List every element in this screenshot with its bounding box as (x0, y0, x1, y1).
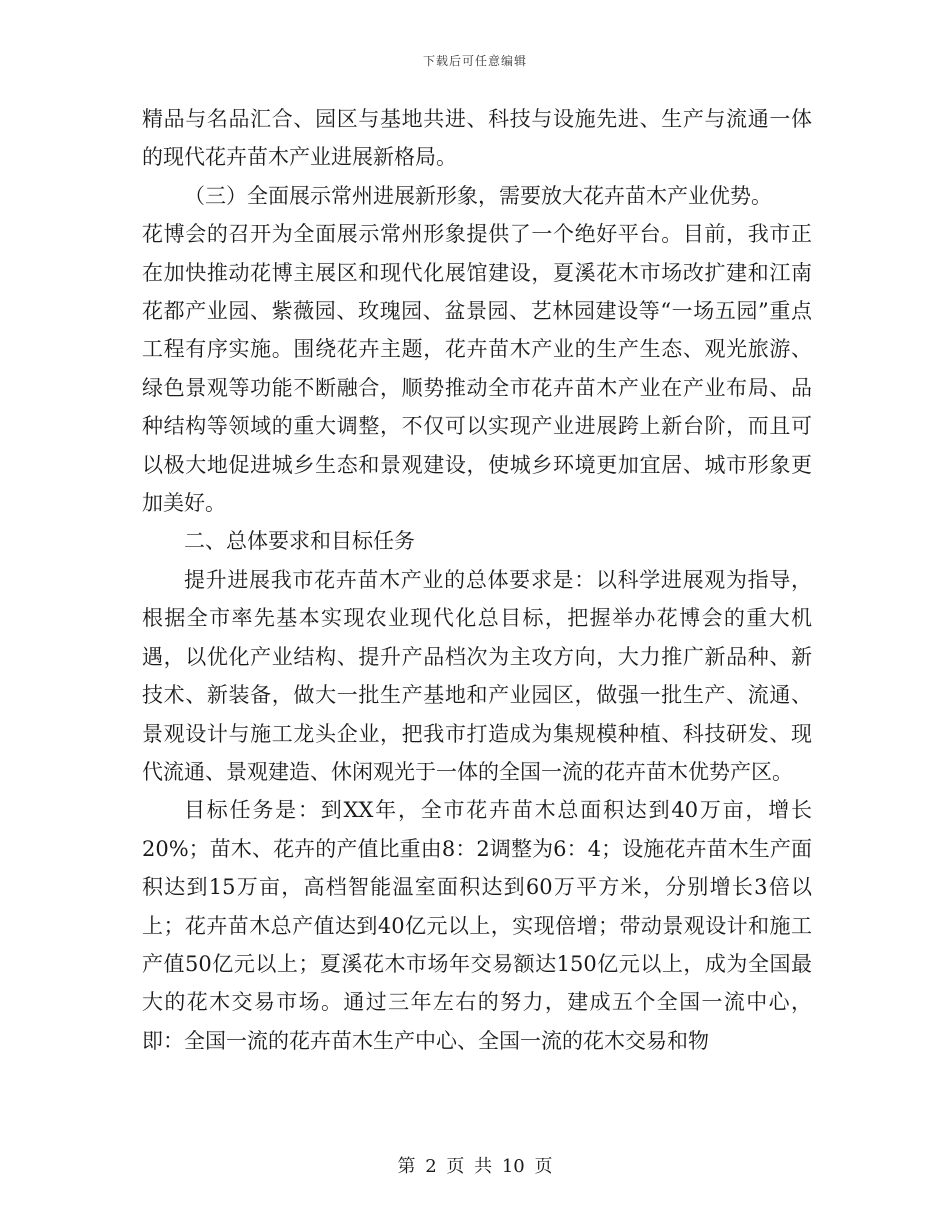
paragraph-1: 精品与名品汇合、园区与基地共进、科技与设施先进、生产与流通一体的现代花卉苗木产业进展新格局。 (142, 107, 812, 170)
paragraph-2: （三）全面展示常州进展新形象，需要放大花卉苗木产业优势。 (184, 183, 772, 208)
document-body (142, 100, 812, 1060)
page-footer: 第 2 页 共 10 页 (397, 1156, 553, 1177)
paragraph-5: 目标任务是：到XX年，全市花卉苗木总面积达到40万亩，增长20%；苗木、花卉的产值比重由8：2调整为6：4；设施花卉苗木生产面积达到15万亩，高档智能温室面积达到60万平方米，分别增长3倍以上；花卉苗木总产值达到40亿元以上，实现倍增；带动景观设计和施工产值50亿元以上；夏溪花木市场年交易额达150亿元以上，成为全国最大的花木交易市场。通过三年左右的努力，建成五个全国一流中心，即：全国一流的花卉苗木生产中心、全国一流的花木交易和物 (142, 798, 812, 1053)
paragraph-3: 花博会的召开为全面展示常州形象提供了一个绝好平台。目前，我市正在加快推动花博主展区和现代化展馆建设，夏溪花木市场改扩建和江南花都产业园、紫薇园、玫瑰园、盆景园、艺林园建设等“一场五园”重点工程有序实施。围绕花卉主题，花卉苗木产业的生产生态、观光旅游、绿色景观等功能不断融合，顺势推动全市花卉苗木产业在产业布局、品种结构等领域的重大调整，不仅可以实现产业进展跨上新台阶，而且可以极大地促进城乡生态和景观建设，使城乡环境更加宜居、城市形象更加美好。 (142, 222, 812, 516)
section-heading: 二、总体要求和目标任务 (184, 529, 415, 554)
paragraph-4: 提升进展我市花卉苗木产业的总体要求是：以科学进展观为指导，根据全市率先基本实现农业现代化总目标，把握举办花博会的重大机遇，以优化产业结构、提升产品档次为主攻方向，大力推广新品种、新技术、新装备，做大一批生产基地和产业园区，做强一批生产、流通、景观设计与施工龙头企业，把我市打造成为集规模种植、科技研发、现代流通、景观建造、休闲观光于一体的全国一流的花卉苗木优势产区。 (142, 567, 812, 784)
page-header: 下载后可任意编辑 (422, 54, 527, 68)
